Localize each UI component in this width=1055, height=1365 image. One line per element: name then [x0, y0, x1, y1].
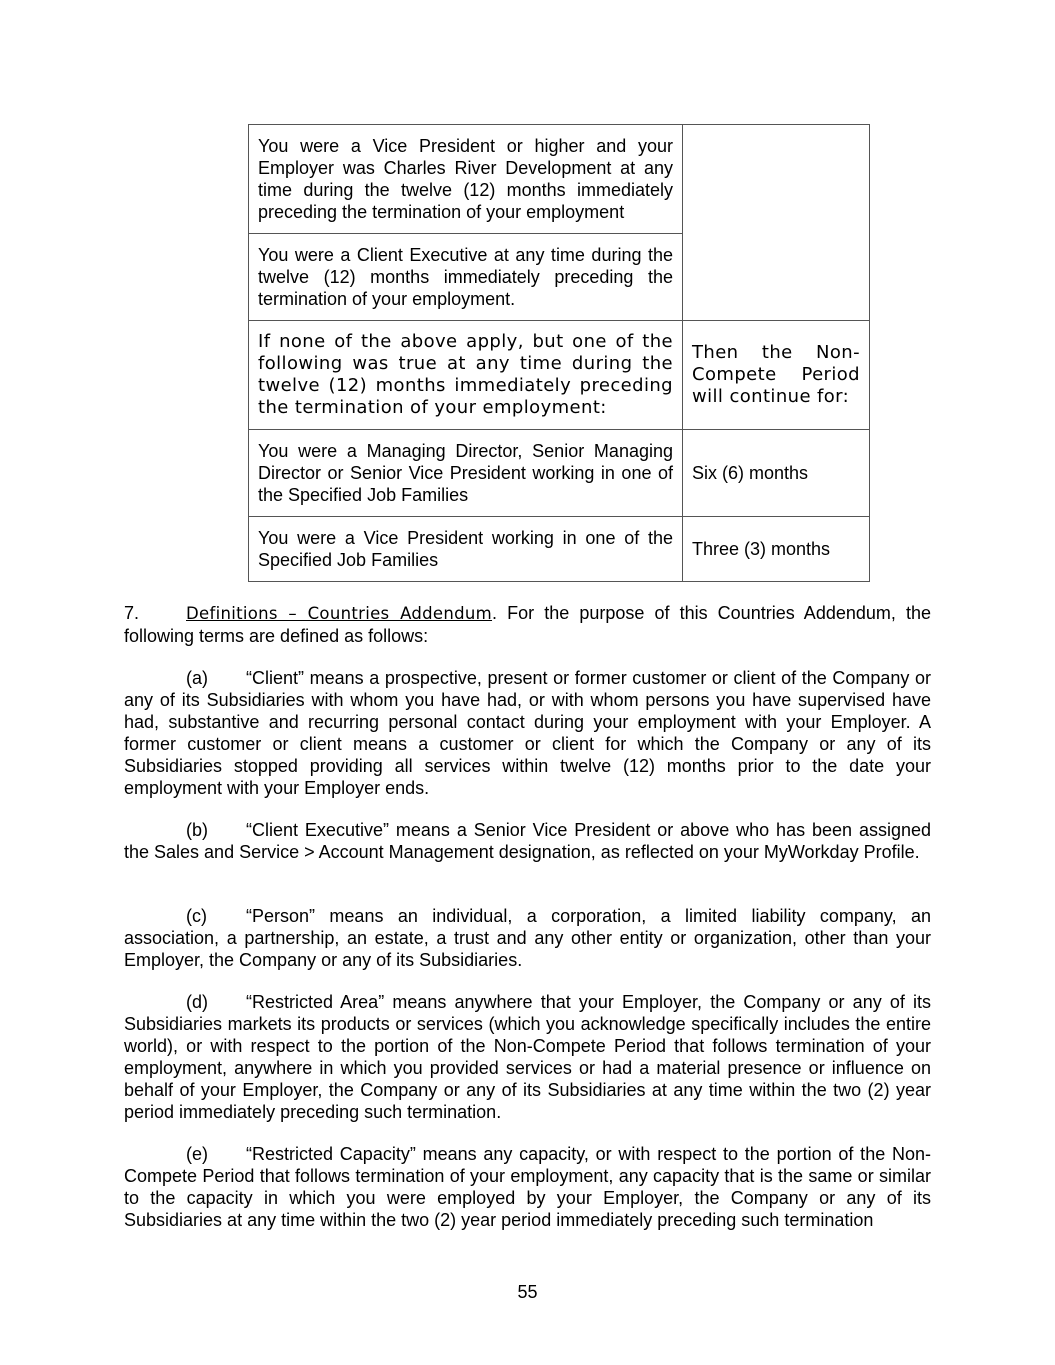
page-number: 55: [517, 1282, 538, 1302]
table-row: [249, 125, 870, 234]
table-cell-duration: Six (6) months: [683, 430, 870, 517]
table-cell: You were a Managing Director, Senior Managing Director or Senior Vice President working in one of the Specified Job Families: [249, 430, 683, 517]
table-cell: If none of the above apply, but one of the following was true at any time during the twelve (12) months immediately preceding the termination of your employment:: [249, 321, 683, 430]
definition-label: (b): [186, 820, 208, 840]
definition-label: (e): [186, 1144, 208, 1164]
section-title: Definitions – Countries Addendum: [186, 604, 493, 623]
table-row: [249, 430, 870, 517]
definition-text: “Restricted Capacity” means any capacity, or with respect to the portion of the Non-Compete Period that follows termination of your employment, any capacity that is the same or similar to the capacity in which you were employed by your Employer, the Company or any of its Subsidiaries at any time within the two (2) year period immediately preceding such termination: [124, 1144, 931, 1230]
table-row: [249, 517, 870, 582]
table-cell: You were a Vice President working in one of the Specified Job Families: [249, 517, 683, 582]
definition-label: (c): [186, 906, 207, 926]
definition-text: “Restricted Area” means anywhere that your Employer, the Company or any of its Subsidiaries markets its products or services (which you acknowledge specifically includes the entire world), or with respect to the portion of the Non-Compete Period that follows termination of your employment, anywhere in which you provided services or had a material presence or influence on behalf of your Employer, the Company or any of its Subsidiaries at any time within the two (2) year period immediately preceding such termination.: [124, 992, 931, 1122]
definition-text: “Client” means a prospective, present or former customer or client of the Company or any of its Subsidiaries with whom you have had, or with whom persons you have supervised have had, substantive and recurring personal contact during your employment with your Employer. A former customer or client means a customer or client for which the Company or any of its Subsidiaries stopped providing all services within twelve (12) months prior to the date your employment with your Employer ends.: [124, 668, 931, 798]
definition-paragraph: [124, 1143, 931, 1231]
section-number: 7.: [124, 603, 140, 623]
definition-text: “Person” means an individual, a corporation, a limited liability company, an association, a partnership, an estate, a trust and any other entity or organization, other than your Employer, the Company or any of its Subsidiaries.: [124, 906, 931, 970]
table-row: [249, 321, 870, 430]
table-header-cell: Then the Non-Compete Period will continue for:: [683, 321, 870, 430]
table-cell: You were a Vice President or higher and your Employer was Charles River Development at any time during the twelve (12) months immediately preceding the termination of your employment: [249, 125, 683, 234]
section-intro: . For the purpose of this Countries Addendum, the following terms are defined as follows:: [124, 603, 931, 646]
definition-paragraph: [124, 667, 931, 799]
definition-label: (d): [186, 992, 208, 1012]
definition-paragraph: [124, 991, 931, 1123]
section-7-paragraph: [124, 602, 931, 647]
definition-paragraph: [124, 905, 931, 971]
definition-paragraph: [124, 819, 931, 863]
definition-label: (a): [186, 668, 208, 688]
definition-text: “Client Executive” means a Senior Vice President or above who has been assigned the Sales and Service > Account Management designation, as reflected on your MyWorkday Profile.: [124, 820, 931, 862]
table-cell: You were a Client Executive at any time during the twelve (12) months immediately preceding the termination of your employment.: [249, 234, 683, 321]
non-compete-period-table: [248, 124, 870, 582]
table-cell-empty: [683, 125, 870, 321]
table-cell-duration: Three (3) months: [683, 517, 870, 582]
